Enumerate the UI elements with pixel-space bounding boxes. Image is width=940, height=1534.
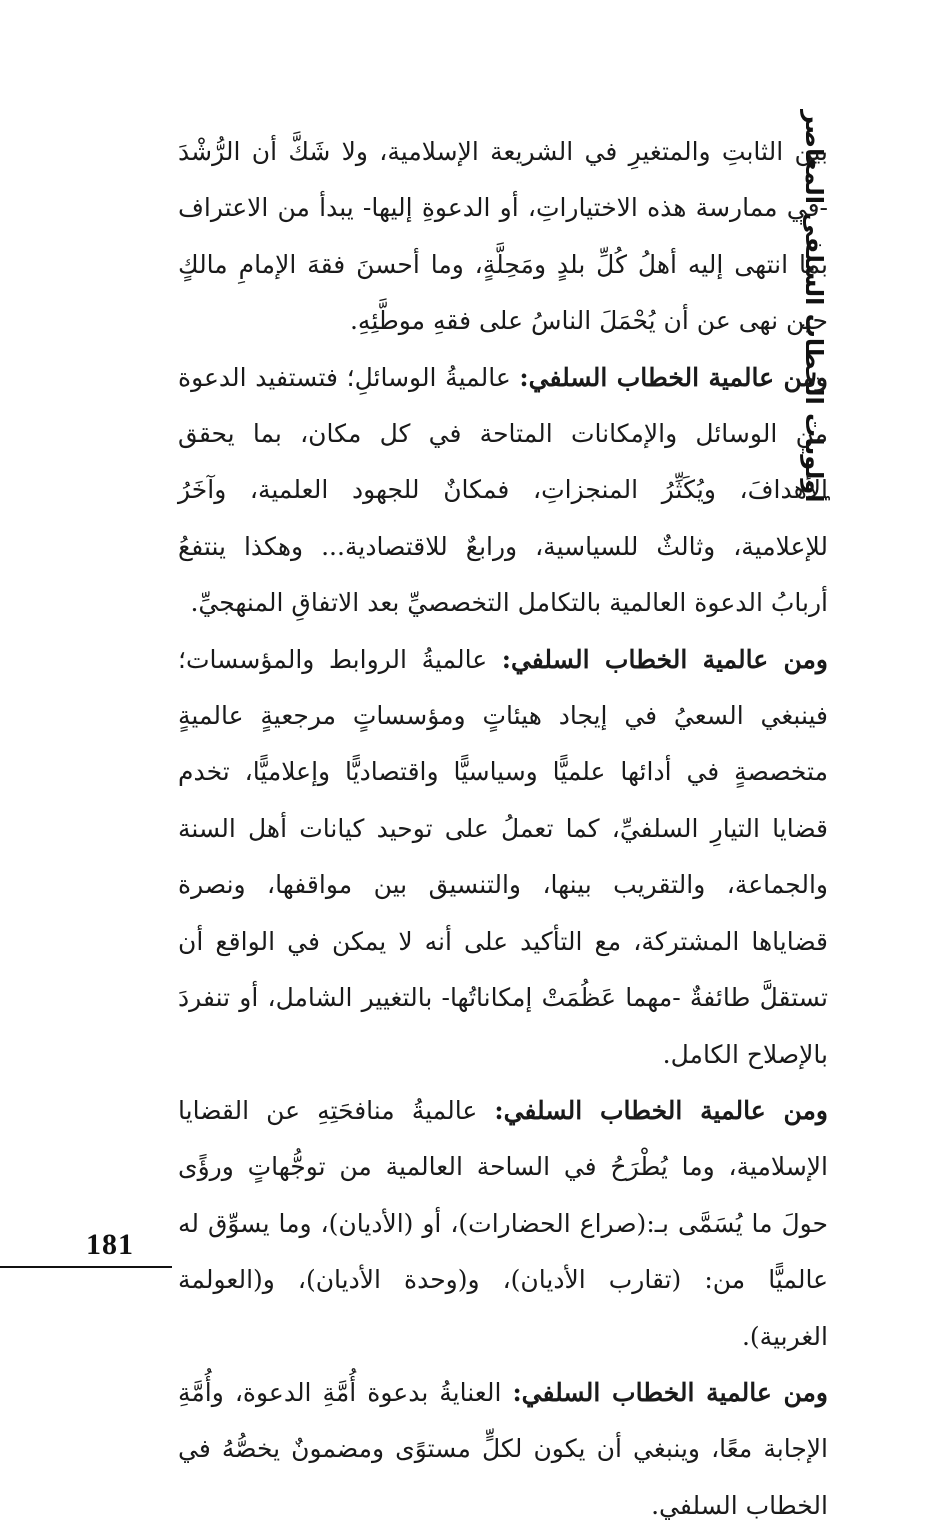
paragraph [178, 124, 828, 350]
paragraph-text: العنايةُ بدعوة أُمَّةِ الدعوة، وأُمَّةِ الإجابة معًا، وينبغي أن يكون لكلٍّ مستوًى ومضمونٌ يخصُّهُ في الخطاب السلفي. [178, 1377, 828, 1520]
paragraph-lead: ومن عالمية الخطاب السلفي: [501, 644, 828, 674]
paragraph-lead: ومن عالمية الخطاب السلفي: [494, 1095, 828, 1125]
paragraph [178, 1083, 828, 1365]
paragraph [178, 632, 828, 1083]
paragraph-text: عالميةُ الوسائلِ؛ فتستفيد الدعوة من الوسائل والإمكانات المتاحة في كل مكان، بما يحقق الأهدافَ، ويُكَثِّرُ المنجزاتِ، فمكانٌ للجهود العلمية، وآخَرُ للإعلامية، وثالثٌ للسياسية، ورابعٌ للاقتصادية... وهكذا ينتفعُ أربابُ الدعوة العالمية بالتكامل التخصصيِّ بعد الاتفاقِ المنهجيِّ. [178, 362, 828, 618]
paragraph-text: بين الثابتِ والمتغيرِ في الشريعة الإسلامية، ولا شَكَّ أن الرُّشْدَ -في ممارسة هذه الاختياراتِ، أو الدعوةِ إليها- يبدأ من الاعتراف بما انتهى إليه أهلُ كُلِّ بلدٍ ومَحِلَّةٍ، وما أحسنَ فقهَ الإمامِ مالكٍ حين نهى عن أن يُحْمَلَ الناسُ على فقهِ موطَّئِهِ. [178, 137, 828, 336]
running-header-title: أولويات الخطاب السلفي المعاصر [800, 110, 828, 503]
footer-rule [0, 1266, 172, 1268]
paragraph-text: عالميةُ الروابط والمؤسسات؛ فينبغي السعيُ في إيجاد هيئاتٍ ومؤسساتٍ مرجعيةٍ عالميةٍ متخصصةٍ في أدائها علميًّا وسياسيًّا واقتصاديًّا وإعلاميًّا، تخدم قضايا التيارِ السلفيِّ، كما تعملُ على توحيد كيانات أهل السنة والجماعة، والتقريب بينها، والتنسيق بين مواقفها، ونصرة قضاياها المشتركة، مع التأكيد على أنه لا يمكن في الواقع أن تستقلَّ طائفةٌ -مهما عَظُمَتْ إمكاناتُها- بالتغيير الشامل، أو تنفردَ بالإصلاح الكامل. [178, 644, 828, 1069]
paragraph-text: عالميةُ منافحَتِهِ عن القضايا الإسلامية، وما يُطْرَحُ في الساحة العالمية من توجُّهاتٍ ورؤًى حولَ ما يُسَمَّى بـ:(صراع الحضارات)، أو (الأديان)، وما يسوِّق له عالميًّا من: (تقارب الأديان)، و(وحدة الأديان)، و(العولمة الغربية). [178, 1095, 828, 1351]
paragraph-lead: ومن عالمية الخطاب السلفي: [512, 1377, 828, 1407]
paragraph-lead: ومن عالمية الخطاب السلفي: [519, 362, 828, 392]
body-text [178, 124, 828, 1520]
paragraph [178, 350, 828, 632]
page-number: 181 [86, 1228, 134, 1261]
paragraph [178, 1365, 828, 1534]
